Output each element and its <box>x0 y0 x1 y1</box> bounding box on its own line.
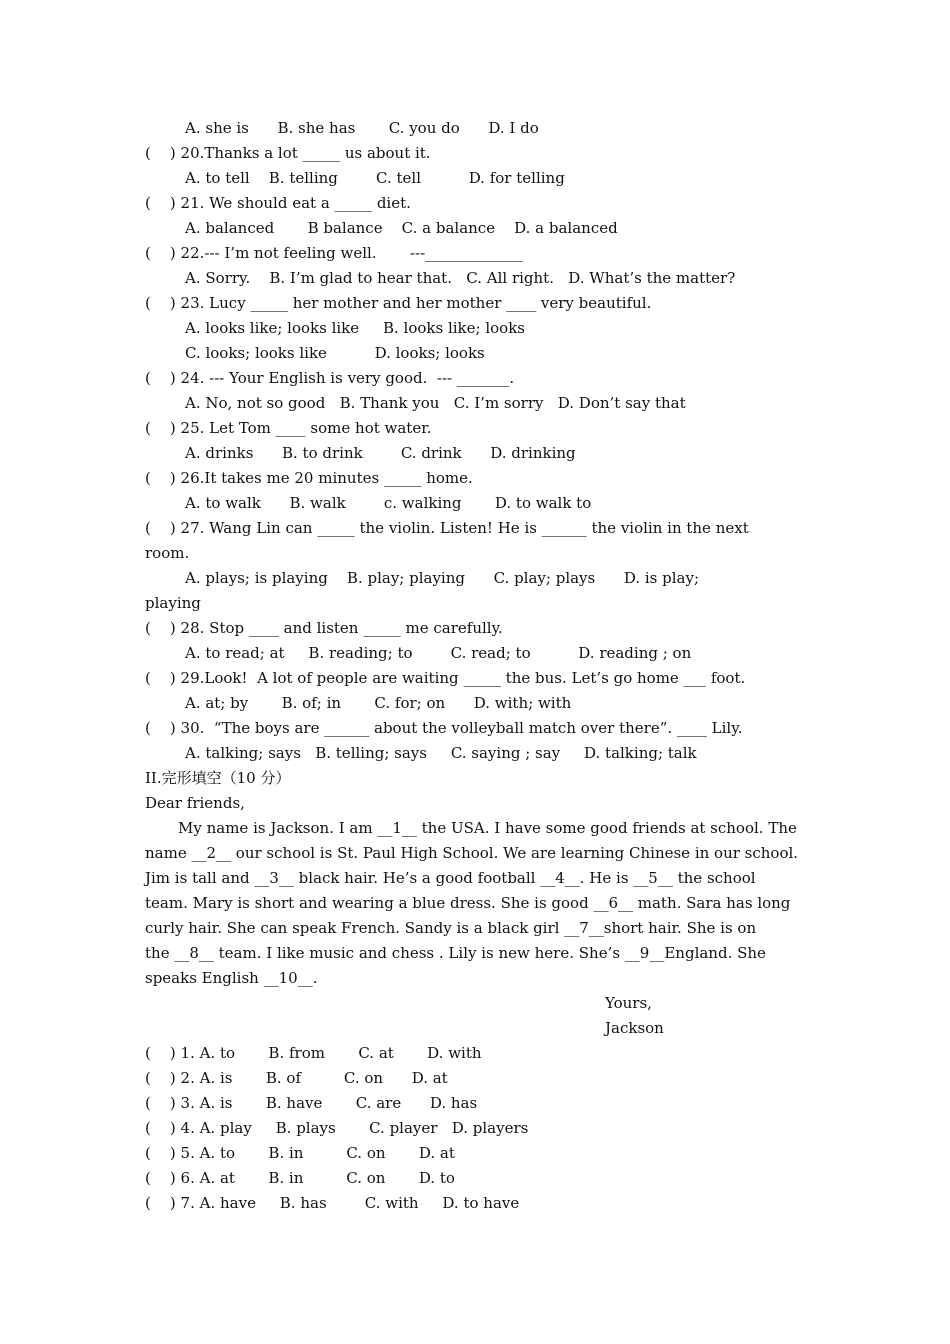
section-heading: II.完形填空（10 分） <box>145 769 291 787</box>
q27-stem: ( ) 27. Wang Lin can _____ the violin. Listen! He is ______ the violin in the next <box>145 519 749 537</box>
q23-options-cd: C. looks; looks like D. looks; looks <box>185 344 485 362</box>
cloze-question: ( ) 1. A. to B. from C. at D. with <box>145 1044 482 1062</box>
q27-options: A. plays; is playing B. play; playing C. play; plays D. is play; <box>185 569 699 587</box>
letter-line: name __2__ our school is St. Paul High School. We are learning Chinese in our school. <box>145 844 799 862</box>
signature-name: Jackson <box>605 1019 664 1037</box>
q26-stem: ( ) 26.It takes me 20 minutes _____ home. <box>145 469 473 487</box>
cloze-question: ( ) 4. A. play B. plays C. player D. players <box>145 1119 529 1137</box>
q26-options: A. to walk B. walk c. walking D. to walk to <box>185 494 592 512</box>
q21-options: A. balanced B balance C. a balance D. a balanced <box>185 219 618 237</box>
cloze-question: ( ) 5. A. to B. in C. on D. at <box>145 1144 455 1162</box>
letter-line: speaks English __10__. <box>145 969 318 987</box>
cloze-question: ( ) 7. A. have B. has C. with D. to have <box>145 1194 520 1212</box>
q21-stem: ( ) 21. We should eat a _____ diet. <box>145 194 411 212</box>
q27-options-cont: playing <box>145 594 201 612</box>
letter-line: curly hair. She can speak French. Sandy is a black girl __7__short hair. She is on <box>145 919 757 937</box>
q23-options-ab: A. looks like; looks like B. looks like; looks <box>185 319 525 337</box>
q25-stem: ( ) 25. Let Tom ____ some hot water. <box>145 419 432 437</box>
q24-options: A. No, not so good B. Thank you C. I’m sorry D. Don’t say that <box>185 394 686 412</box>
q23-stem: ( ) 23. Lucy _____ her mother and her mother ____ very beautiful. <box>145 294 652 312</box>
q30-options: A. talking; says B. telling; says C. saying ; say D. talking; talk <box>185 744 697 762</box>
q24-stem: ( ) 24. --- Your English is very good. --- _______. <box>145 369 515 387</box>
q28-stem: ( ) 28. Stop ____ and listen _____ me carefully. <box>145 619 503 637</box>
letter-line: Jim is tall and __3__ black hair. He’s a good football __4__. He is __5__ the school <box>145 869 756 887</box>
q19-options: A. she is B. she has C. you do D. I do <box>185 119 539 137</box>
signature-closing: Yours, <box>605 994 652 1012</box>
q27-stem-cont: room. <box>145 544 190 562</box>
q29-options: A. at; by B. of; in C. for; on D. with; with <box>185 694 572 712</box>
q20-options: A. to tell B. telling C. tell D. for telling <box>185 169 565 187</box>
letter-line: team. Mary is short and wearing a blue dress. She is good __6__ math. Sara has long <box>145 894 791 912</box>
q22-options: A. Sorry. B. I’m glad to hear that. C. All right. D. What’s the matter? <box>185 269 736 287</box>
letter-line: the __8__ team. I like music and chess . Lily is new here. She’s __9__England. She <box>145 944 766 962</box>
letter-greeting: Dear friends, <box>145 794 245 812</box>
q20-stem: ( ) 20.Thanks a lot _____ us about it. <box>145 144 431 162</box>
cloze-question: ( ) 6. A. at B. in C. on D. to <box>145 1169 455 1187</box>
q29-stem: ( ) 29.Look! A lot of people are waiting _____ the bus. Let’s go home ___ foot. <box>145 669 746 687</box>
q30-stem: ( ) 30. “The boys are ______ about the volleyball match over there”. ____ Lily. <box>145 719 743 737</box>
cloze-question: ( ) 2. A. is B. of C. on D. at <box>145 1069 448 1087</box>
cloze-question: ( ) 3. A. is B. have C. are D. has <box>145 1094 478 1112</box>
letter-line: My name is Jackson. I am __1__ the USA. I have some good friends at school. The <box>178 819 797 837</box>
q25-options: A. drinks B. to drink C. drink D. drinking <box>185 444 576 462</box>
q22-stem: ( ) 22.--- I’m not feeling well. ---_____________ <box>145 244 523 262</box>
q28-options: A. to read; at B. reading; to C. read; to D. reading ; on <box>185 644 692 662</box>
